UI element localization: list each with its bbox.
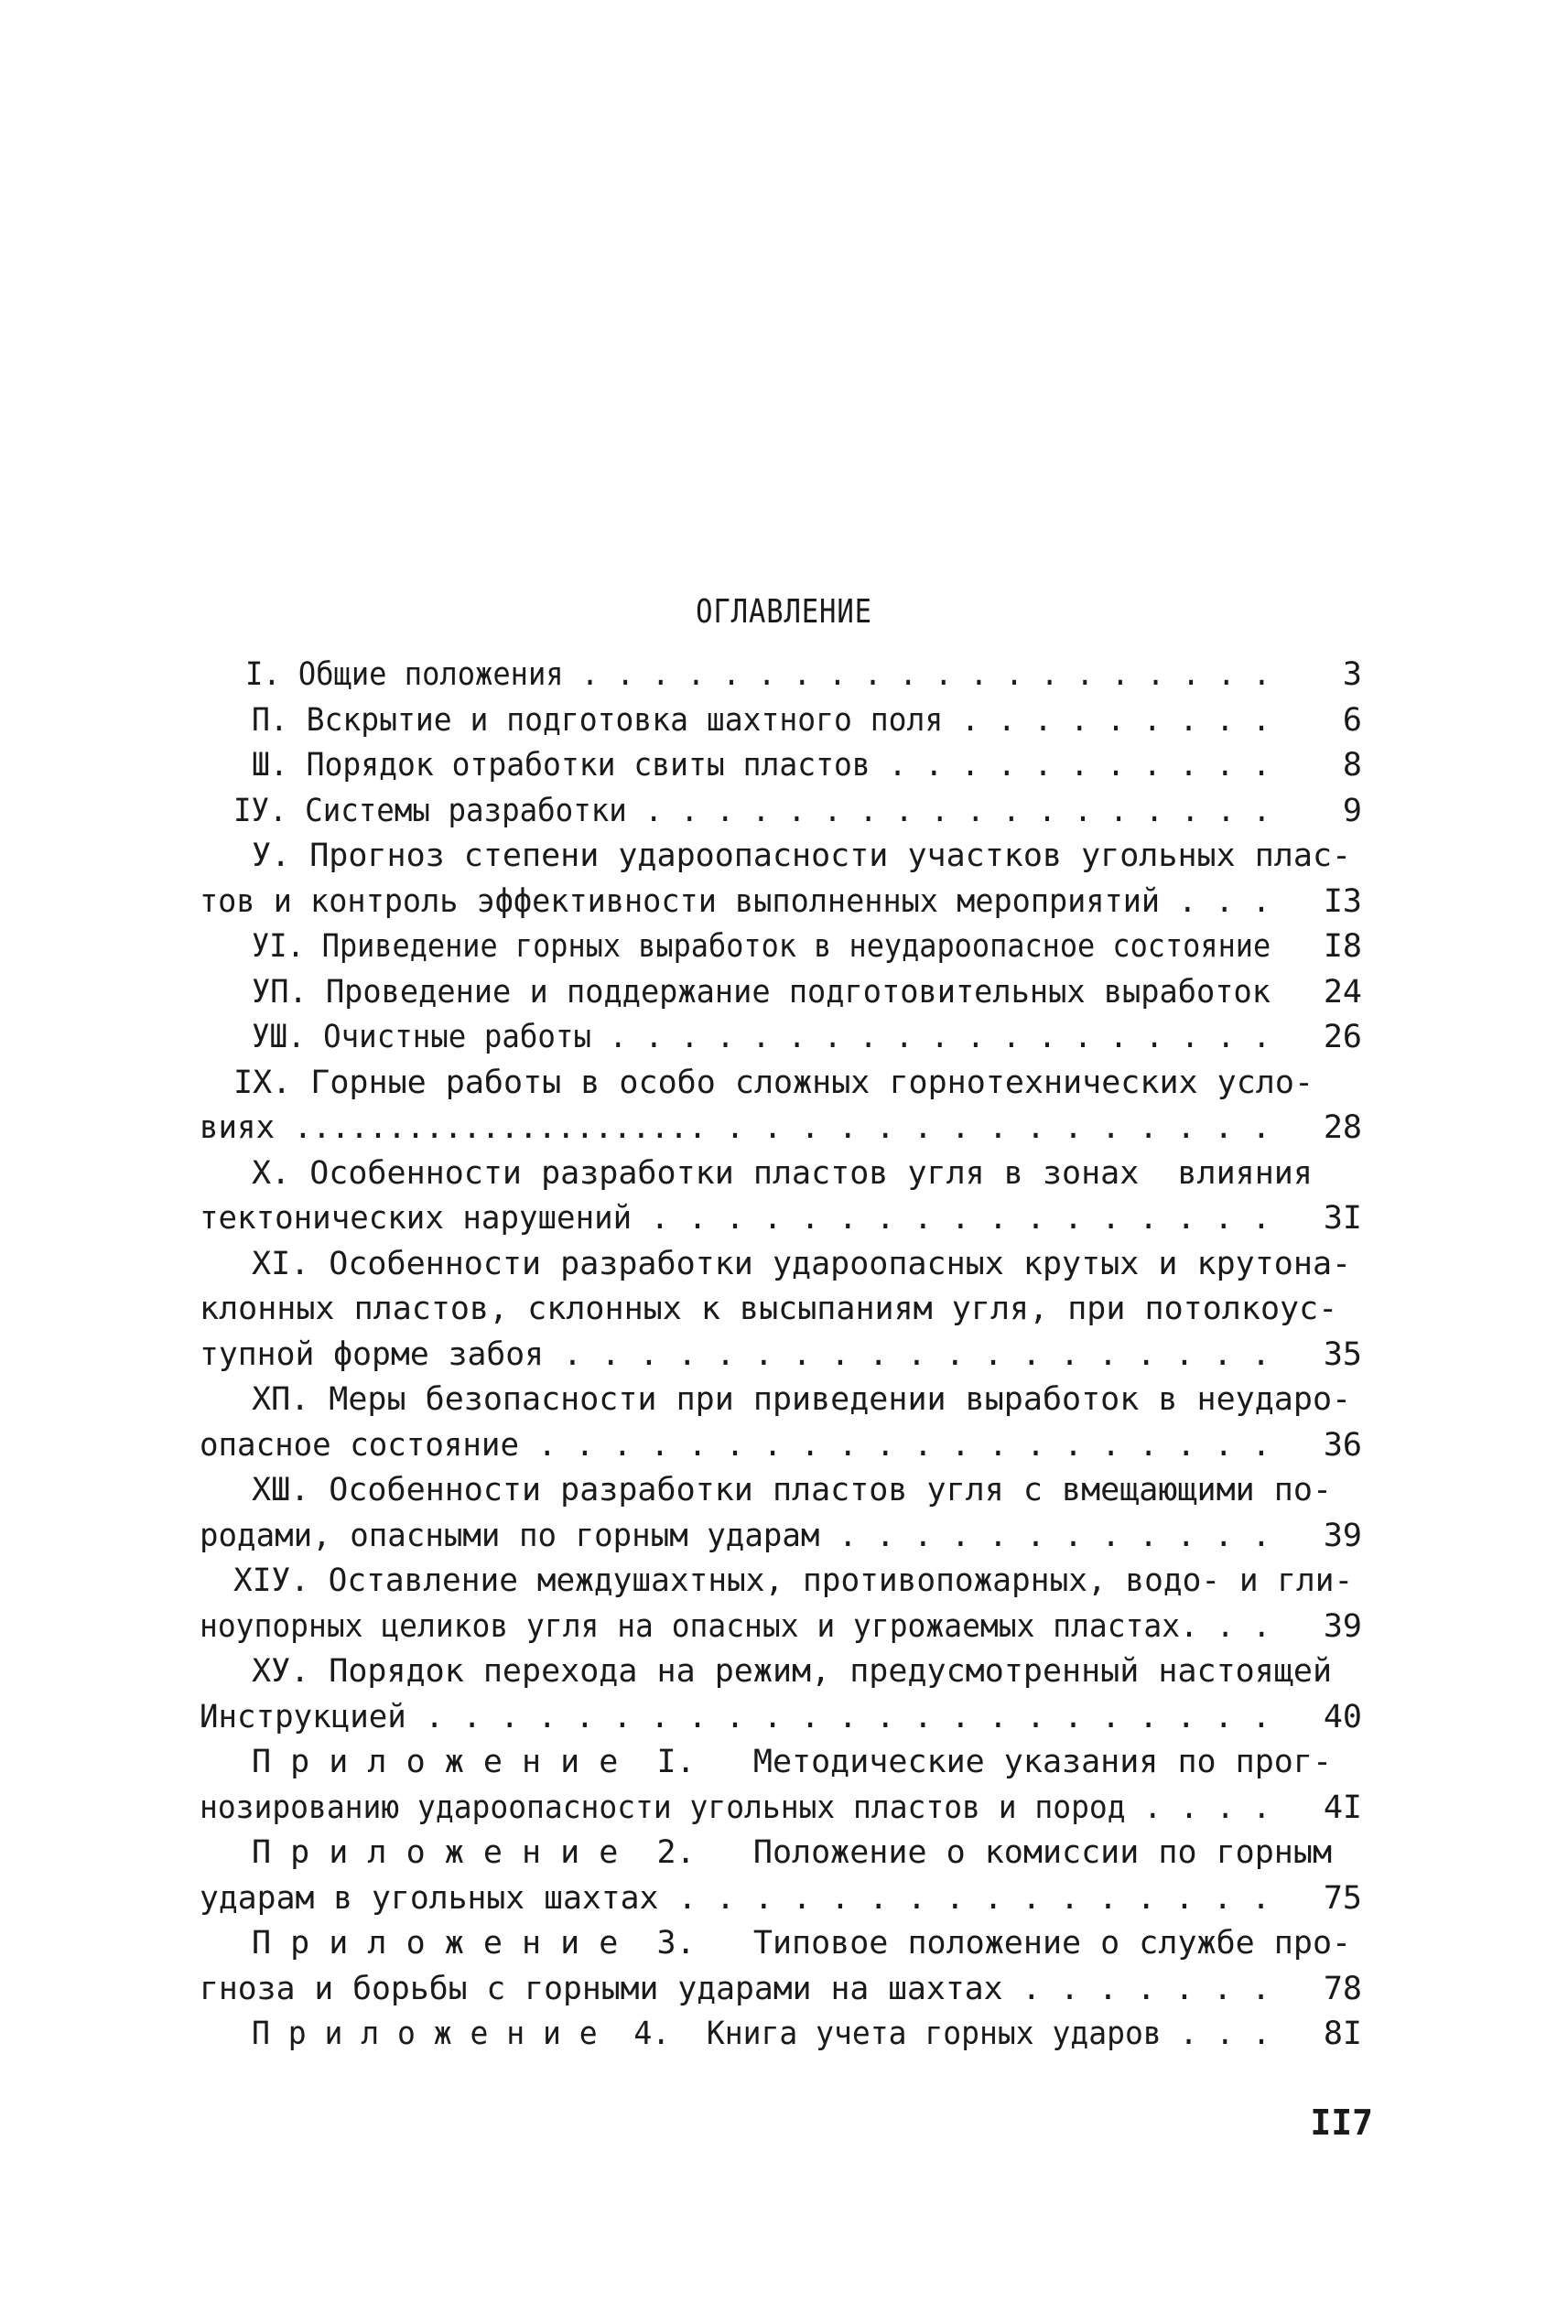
toc-line [200,789,1362,835]
toc-entry-page: 39 [1323,1517,1362,1554]
toc-entry-text: тупной форме забоя . . . . . . . . . . . . . . . . . . . [200,1335,1271,1373]
toc-entry-page: 8I [1323,2016,1362,2052]
toc-entry-page: 39 [1323,1607,1362,1645]
toc-entry-text: тектонических нарушений . . . . . . . . . . . . . . . . . [200,1200,1271,1237]
toc-entry-text: тов и контроль эффективности выполненных мероприятий . . . [200,882,1271,920]
toc-line [200,924,1362,970]
toc-line [200,1740,1362,1786]
toc-entry-text: IУ. Системы разработки . . . . . . . . . . . . . . . . . . [233,792,1271,829]
toc-line [200,1151,1362,1197]
toc-entry-page: 35 [1323,1335,1362,1373]
toc-line [200,1831,1362,1876]
toc-entry-text: I. Общие положения . . . . . . . . . . . . . . . . . . . . [245,656,1271,693]
toc-line [200,1649,1362,1695]
toc-entry-page: 3I [1323,1200,1362,1237]
toc-line [200,1605,1362,1650]
toc-entry-page: 24 [1323,973,1362,1011]
toc-entry-text: П р и л о ж е н и е 2. Положение о комиссии по горным [252,1834,1333,1871]
toc-entry-text: У. Прогноз степени удароопасности участков угольных плас- [252,838,1352,874]
toc-line [200,653,1362,698]
toc-line [200,1967,1362,2013]
toc-line [200,743,1362,789]
toc-line [200,1287,1362,1333]
toc-entry-text: XI. Особенности разработки удароопасных крутых и крутона- [252,1245,1352,1282]
toc-entry-text: X. Особенности разработки пластов угля в зонах влияния [252,1154,1313,1192]
toc-line [200,970,1362,1016]
toc-entry-page: 28 [1323,1109,1362,1146]
toc-line [200,1061,1362,1107]
toc-entry-text: УI. Приведение горных выработок в неудароопасное состояние [252,928,1271,965]
toc-entry-text: родами, опасными по горным ударам . . . . . . . . . . . . [200,1517,1271,1554]
toc-title: ОГЛАВЛЕНИЕ [696,593,872,631]
toc-entry-page: 8 [1342,747,1362,784]
toc-line [200,1559,1362,1605]
toc-line [200,1695,1362,1741]
toc-entry-text: XП. Меры безопасности при приведении выработок в неударо- [252,1381,1352,1418]
toc-line [200,1196,1362,1242]
toc-entry-page: 6 [1342,701,1362,739]
toc-entry-text: XШ. Особенности разработки пластов угля с вмещающими по- [252,1472,1333,1508]
toc-line [200,1514,1362,1560]
table-of-contents [200,653,1362,2058]
toc-line [200,698,1362,744]
toc-line [200,834,1362,880]
toc-line [200,1378,1362,1423]
toc-entry-page: 78 [1323,1970,1362,2007]
toc-entry-page: 26 [1323,1019,1362,1055]
toc-entry-text: П р и л о ж е н и е 4. Книга учета горных ударов . . . [252,2016,1271,2052]
toc-line [200,880,1362,925]
toc-entry-text: Инструкцией . . . . . . . . . . . . . . . . . . . . . . . [200,1698,1271,1735]
toc-entry-text: Ш. Порядок отработки свиты пластов . . . . . . . . . . . [252,747,1271,784]
toc-entry-text: опасное состояние . . . . . . . . . . . . . . . . . . . . [200,1426,1271,1464]
toc-entry-text: гноза и борьбы с горными ударами на шахтах . . . . . . . [200,1970,1271,2007]
page-number: II7 [1310,2102,1373,2143]
toc-entry-page: 3 [1342,656,1362,693]
toc-entry-page: 9 [1342,792,1362,829]
toc-entry-page: 4I [1323,1789,1362,1826]
toc-entry-page: I8 [1323,928,1362,965]
toc-line [200,1786,1362,1832]
toc-entry-text: УШ. Очистные работы . . . . . . . . . . . . . . . . . . . [252,1019,1271,1055]
toc-entry-text: виях ...................... . . . . . . . . . . . . . . . [200,1109,1271,1146]
toc-entry-text: УП. Проведение и поддержание подготовительных выработок [252,973,1271,1011]
toc-line [200,1015,1362,1061]
toc-line [200,1333,1362,1378]
toc-entry-text: нозированию удароопасности угольных пластов и пород . . . . [200,1789,1271,1826]
toc-entry-text: XIУ. Оставление междушахтных, противопожарных, водо- и гли- [233,1562,1354,1599]
toc-entry-text: ударам в угольных шахтах . . . . . . . . . . . . . . . . [200,1879,1271,1917]
toc-entry-text: П р и л о ж е н и е 3. Типовое положение о службе про- [252,1925,1352,1962]
toc-line [200,1106,1362,1151]
toc-entry-page: 36 [1323,1426,1362,1464]
toc-line [200,1468,1362,1514]
toc-line [200,1876,1362,1922]
toc-line [200,1423,1362,1469]
toc-entry-text: IX. Горные работы в особо сложных горнотехнических усло- [233,1064,1314,1101]
toc-line [200,1921,1362,1967]
toc-entry-text: П. Вскрытие и подготовка шахтного поля . . . . . . . . . [252,701,1271,739]
toc-line [200,2012,1362,2058]
toc-entry-text: XУ. Порядок перехода на режим, предусмотренный настоящей [252,1653,1333,1690]
toc-entry-text: клонных пластов, склонных к высыпаниям угля, при потолкоус- [200,1291,1338,1327]
toc-entry-text: П р и л о ж е н и е I. Методические указания по прог- [252,1744,1333,1780]
toc-entry-page: 75 [1323,1879,1362,1917]
toc-line [200,1242,1362,1288]
toc-entry-page: I3 [1323,882,1362,920]
toc-entry-page: 40 [1323,1698,1362,1735]
toc-entry-text: ноупорных целиков угля на опасных и угрожаемых пластах. . . [200,1607,1271,1645]
